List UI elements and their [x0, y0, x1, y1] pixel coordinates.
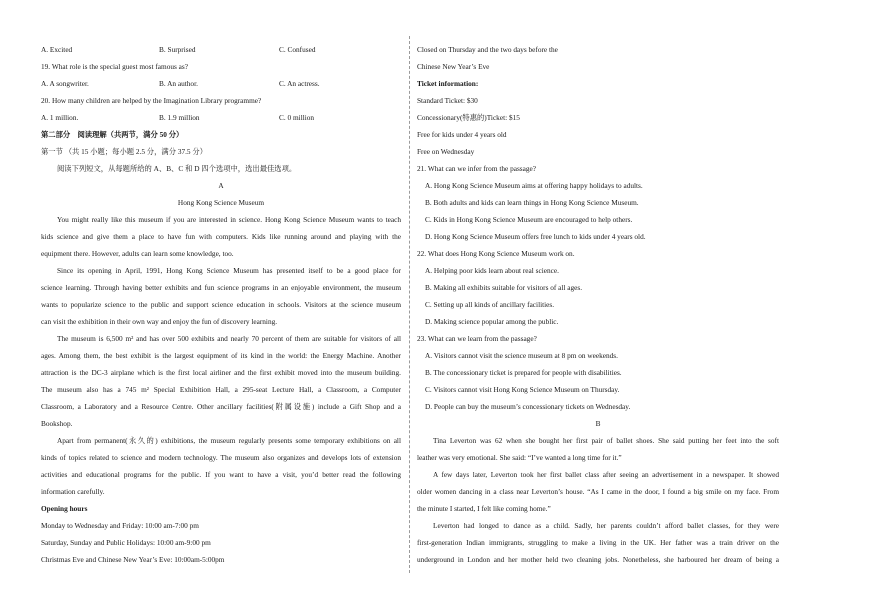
closed-line: Chinese New Year’s Eve — [417, 62, 490, 71]
passage-a-letter: A — [218, 181, 224, 190]
passage-b-paragraph-3 — [417, 517, 779, 568]
paragraph-line: kids science and give them a place to have fun with computers. Kids like running around and playing with the — [41, 232, 401, 241]
paragraph-line: equipment there. However, adults can learn some knowledge, too. — [41, 249, 234, 258]
paragraph-line: Since its opening in April, 1991, Hong Kong Science Museum has presented itself to be a good place for — [57, 266, 401, 275]
paragraph-line: the minute I started, I felt like coming home.” — [417, 504, 551, 513]
q20-options — [41, 109, 401, 126]
q22-option-d: D. Making science popular among the public. — [425, 317, 559, 326]
q20-option-a: A. 1 million. — [41, 113, 79, 122]
passage-b-letter: B — [595, 419, 601, 428]
paragraph-line: information carefully. — [41, 487, 105, 496]
paragraph-line: science learning. Through having better exhibits and fun science programs in an enjoyable environment, the museum — [41, 283, 401, 292]
passage-a-paragraph-2 — [41, 262, 401, 330]
ticket-line: Free on Wednesday — [417, 147, 475, 156]
hours-line: Monday to Wednesday and Friday: 10:00 am-7:00 pm — [41, 521, 199, 530]
q20-option-b: B. 1.9 million — [159, 113, 200, 122]
q21-question: 21. What can we infer from the passage? — [417, 164, 536, 173]
paragraph-line: kinds of topics related to science and modern technology. The museum also organizes and develops lots of extension — [41, 453, 401, 462]
ticket-line: Standard Ticket: $30 — [417, 96, 478, 105]
paragraph-line: older women dancing in a class near Leverton’s house. “As I came in the door, I found a big smile on my face. From — [417, 487, 779, 496]
paragraph-line: You might really like this museum if you are interested in science. Hong Kong Science Museum wants to teach — [57, 215, 401, 224]
left-column — [41, 41, 401, 568]
paragraph-line: Tina Leverton was 62 when she bought her first pair of ballet shoes. She said putting her feet into the soft — [433, 436, 779, 445]
q19-options — [41, 75, 401, 92]
q20-question: 20. How many children are helped by the Imagination Library programme? — [41, 96, 262, 105]
q20-option-c: C. 0 million — [279, 113, 315, 122]
paragraph-line: Leverton had longed to dance as a child. Sadly, her parents couldn’t afford ballet classes, for they were — [433, 521, 779, 530]
q19-option-c: C. An actress. — [279, 79, 320, 88]
passage-b-paragraph-2 — [417, 466, 779, 517]
paragraph-line: attraction is the DC-3 airplane which is the first local airliner and the first exhibit moved into the museum building. — [41, 368, 401, 377]
closed-line: Closed on Thursday and the two days before the — [417, 45, 558, 54]
paragraph-line: The museum is 6,500 m² and has over 500 exhibits and nearly 70 percent of them are suitable for visitors of all — [57, 334, 401, 343]
paragraph-line: can visit the exhibition in their own way and enjoy the fun of discovery learning. — [41, 317, 278, 326]
instruction: 阅读下列短文，从每题所给的 A、B、C 和 D 四个选项中，选出最佳选项。 — [57, 164, 297, 173]
paragraph-line: Apart from permanent(永久的) exhibitions, the museum regularly presents some temporary exhibitions on all — [57, 436, 401, 445]
hours-line: Saturday, Sunday and Public Holidays: 10:00 am-9:00 pm — [41, 538, 211, 547]
q21-option-d: D. Hong Kong Science Museum offers free lunch to kids under 4 years old. — [425, 232, 646, 241]
q19-option-a: A. A songwriter. — [41, 79, 89, 88]
ticket-heading: Ticket information: — [417, 79, 479, 88]
q21-option-a: A. Hong Kong Science Museum aims at offering happy holidays to adults. — [425, 181, 643, 190]
q22-option-b: B. Making all exhibits suitable for visitors of all ages. — [425, 283, 583, 292]
passage-a-paragraph-3 — [41, 330, 401, 432]
ticket-line: Concessionary(特惠的)Ticket: $15 — [417, 113, 520, 122]
q23-option-d: D. People can buy the museum’s concessionary tickets on Wednesday. — [425, 402, 631, 411]
q23-question: 23. What can we learn from the passage? — [417, 334, 537, 343]
passage-a-title: Hong Kong Science Museum — [177, 198, 265, 207]
q23-option-b: B. The concessionary ticket is prepared for people with disabilities. — [425, 368, 622, 377]
opening-hours-heading: Opening hours — [41, 504, 88, 513]
passage-b-paragraph-1 — [417, 432, 779, 466]
section-heading: 第一节 （共 15 小题；每小题 2.5 分，满分 37.5 分） — [41, 147, 208, 156]
paragraph-line: activities and educational programs for the public. If you want to have a visit, you’d better read the following — [41, 470, 401, 479]
paragraph-line: The museum also has a 745 m² Special Exhibition Hall, a 295-seat Lecture Hall, a Classroom, a Computer — [41, 385, 401, 394]
q22-option-a: A. Helping poor kids learn about real science. — [425, 266, 559, 275]
passage-a-paragraph-4 — [41, 432, 401, 500]
q21-option-c: C. Kids in Hong Kong Science Museum are encouraged to help others. — [425, 215, 633, 224]
q18-options — [41, 41, 401, 58]
part-heading: 第二部分 阅读理解（共两节，满分 50 分） — [41, 130, 184, 139]
q21-option-b: B. Both adults and kids can learn things in Hong Kong Science Museum. — [425, 198, 639, 207]
paragraph-line: first-generation Indian immigrants, struggling to make a living in the UK. Her father was a train driver on the — [417, 538, 779, 547]
q23-option-c: C. Visitors cannot visit Hong Kong Science Museum on Thursday. — [425, 385, 620, 394]
paragraph-line: ages. Among them, the best exhibit is the largest equipment of its kind in the world: the Energy Machine. Another — [41, 351, 401, 360]
q18-option-b: B. Surprised — [159, 45, 196, 54]
paragraph-line: underground in London and her mother held two cleaning jobs. Nonetheless, she harboured her dream of being a — [417, 555, 779, 564]
paragraph-line: wants to popularize science to the public and support science education in schools. Visitors at the science museum — [41, 300, 401, 309]
q22-option-c: C. Setting up all kinds of ancillary facilities. — [425, 300, 555, 309]
q22-question: 22. What does Hong Kong Science Museum work on. — [417, 249, 575, 258]
q18-option-c: C. Confused — [279, 45, 316, 54]
right-column — [417, 41, 779, 568]
paragraph-line: Bookshop. — [41, 419, 73, 428]
ticket-line: Free for kids under 4 years old — [417, 130, 507, 139]
q19-option-b: B. An author. — [159, 79, 198, 88]
q18-option-a: A. Excited — [41, 45, 73, 54]
q19-question: 19. What role is the special guest most famous as? — [41, 62, 188, 71]
q23-option-a: A. Visitors cannot visit the science museum at 8 pm on weekends. — [425, 351, 618, 360]
hours-line: Christmas Eve and Chinese New Year’s Eve: 10:00am-5:00pm — [41, 555, 225, 564]
passage-a-paragraph-1 — [41, 211, 401, 262]
column-divider — [409, 36, 410, 573]
paragraph-line: A few days later, Leverton took her first ballet class after seeing an advertisement in a newspaper. It showed — [433, 470, 779, 479]
paragraph-line: leather was very emotional. She said: “I’ve wanted a long time for it.” — [417, 453, 622, 462]
paragraph-line: Classroom, a Laboratory and a Resource Centre. Other ancillary facilities(附属设施) include a Gift Shop and a — [41, 402, 401, 411]
